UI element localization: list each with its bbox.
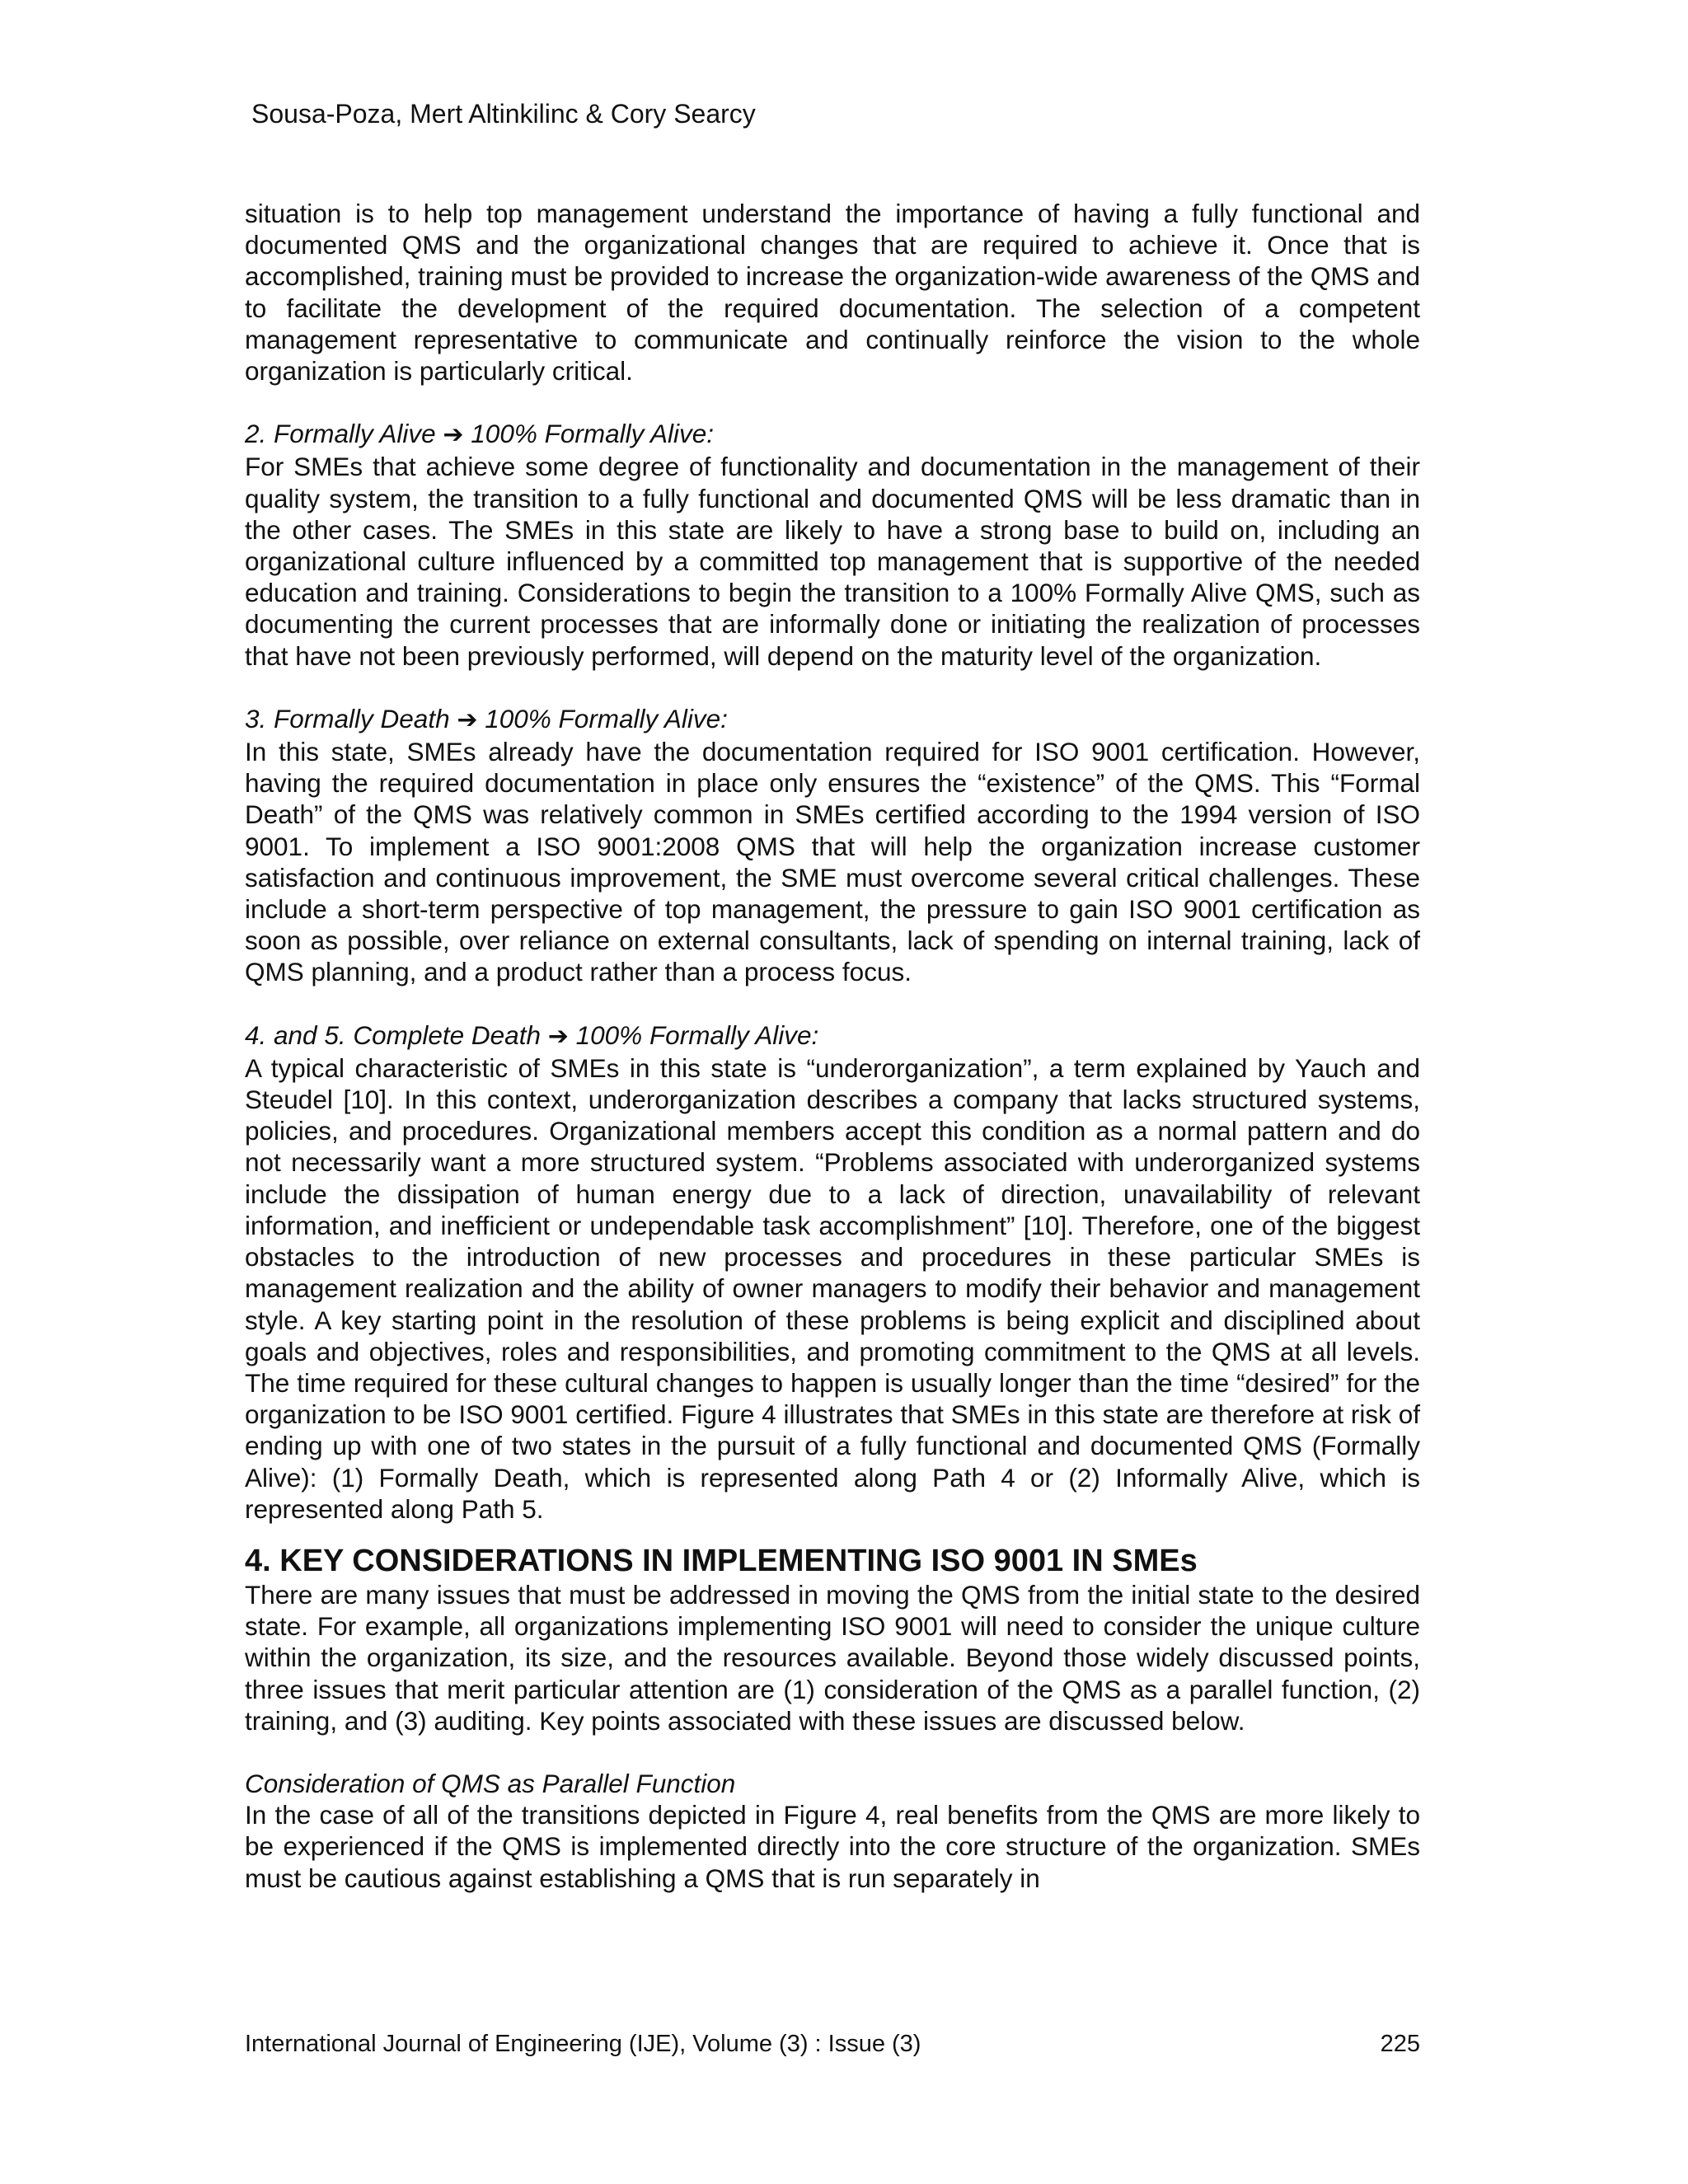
body-text [245,198,1420,1894]
right-arrow-icon: ➔ [457,705,478,734]
transition-title-text: 100% Formally Alive: [463,419,714,449]
transition-title-text: 3. Formally Death [245,703,457,733]
spacer [245,1736,1420,1768]
transition-title-text: 4. and 5. Complete Death [245,1019,548,1050]
right-arrow-icon: ➔ [443,420,464,450]
section-4-body: There are many issues that must be addressed in moving the QMS from the initial state to the desired state. For example, all organizations implementing ISO 9001 will need to consider the unique culture within the organization, its size, and the resources available. Beyond those widely discussed points, three issues that merit particular attention are (1) consideration of the QMS as a parallel function, (2) training, and (3) auditing. Key points associated with these issues are discussed below. [245,1579,1420,1736]
transition-title-text: 2. Formally Alive [245,419,443,449]
page-number: 225 [1380,2031,1420,2057]
running-head-authors: Sousa-Poza, Mert Altinkilinc & Cory Searcy [251,99,756,129]
transition-title-text: 100% Formally Alive: [568,1019,819,1050]
transition-3-title [245,703,1420,736]
subsection-title: Consideration of QMS as Parallel Function [245,1768,736,1798]
transition-4-5-body: A typical characteristic of SMEs in this state is “underorganization”, a term explained by Yauch and Steudel [10]. In this context, underorganization describes a company that lacks structured systems, policies, and procedures. Organizational members accept this condition as a normal pattern and do not necessarily want a more structured system. “Problems associated with underorganized systems include the dissipation of human energy due to a lack of direction, unavailability of relevant information, and inefficient or undependable task accomplishment” [10]. Therefore, one of the biggest obstacles to the introduction of new processes and procedures in these particular SMEs is management realization and the ability of owner managers to modify their behavior and management style. A key starting point in the resolution of these problems is being explicit and disciplined about goals and objectives, roles and responsibilities, and promoting commitment to the QMS at all levels. The time required for these cultural changes to happen is usually longer than the time “desired” for the organization to be ISO 9001 certified. Figure 4 illustrates that SMEs in this state are therefore at risk of ending up with one of two states in the pursuit of a fully functional and documented QMS (Formally Alive): (1) Formally Death, which is represented along Path 4 or (2) Informally Alive, which is represented along Path 5. [245,1052,1420,1524]
subsection-body: In the case of all of the transitions depicted in Figure 4, real benefits from the QMS are more likely to be experienced if the QMS is implemented directly into the core structure of the organization. SMEs must be cautious against establishing a QMS that is run separately in [245,1800,1420,1893]
transition-2-title [245,418,1420,451]
journal-citation: International Journal of Engineering (IJE), Volume (3) : Issue (3) [245,2031,921,2057]
right-arrow-icon: ➔ [547,1021,569,1051]
spacer [245,988,1420,1019]
transition-2-body: For SMEs that achieve some degree of functionality and documentation in the management of their quality system, the transition to a fully functional and documented QMS will be less dramatic than in the other cases. The SMEs in this state are likely to have a strong base to build on, including an organizational culture influenced by a committed top management that is supportive of the needed education and training. Considerations to begin the transition to a 100% Formally Alive QMS, such as documenting the current processes that are informally done or initiating the realization of processes that have not been previously performed, will depend on the maturity level of the organization. [245,452,1420,671]
intro-paragraph: situation is to help top management understand the importance of having a fully functional and documented QMS and the organizational changes that are required to achieve it. Once that is accomplished, training must be provided to increase the organization-wide awareness of the QMS and to facilitate the development of the required documentation. The selection of a competent management representative to communicate and continually reinforce the vision to the whole organization is particularly critical. [245,199,1420,387]
spacer [245,672,1420,703]
transition-4-5-title [245,1019,1420,1052]
section-4-heading: 4. KEY CONSIDERATIONS IN IMPLEMENTING ISO 9001 IN SMEs [245,1543,1198,1578]
transition-3-body: In this state, SMEs already have the documentation required for ISO 9001 certification. However, having the required documentation in place only ensures the “existence” of the QMS. This “Formal Death” of the QMS was relatively common in SMEs certified according to the 1994 version of ISO 9001. To implement a ISO 9001:2008 QMS that will help the organization increase customer satisfaction and continuous improvement, the SME must overcome several critical challenges. These include a short-term perspective of top management, the pressure to gain ISO 9001 certification as soon as possible, over reliance on external consultants, lack of spending on internal training, lack of QMS planning, and a product rather than a process focus. [245,737,1420,987]
spacer [245,387,1420,418]
transition-title-text: 100% Formally Alive: [477,703,728,733]
page-footer [245,2029,1420,2059]
